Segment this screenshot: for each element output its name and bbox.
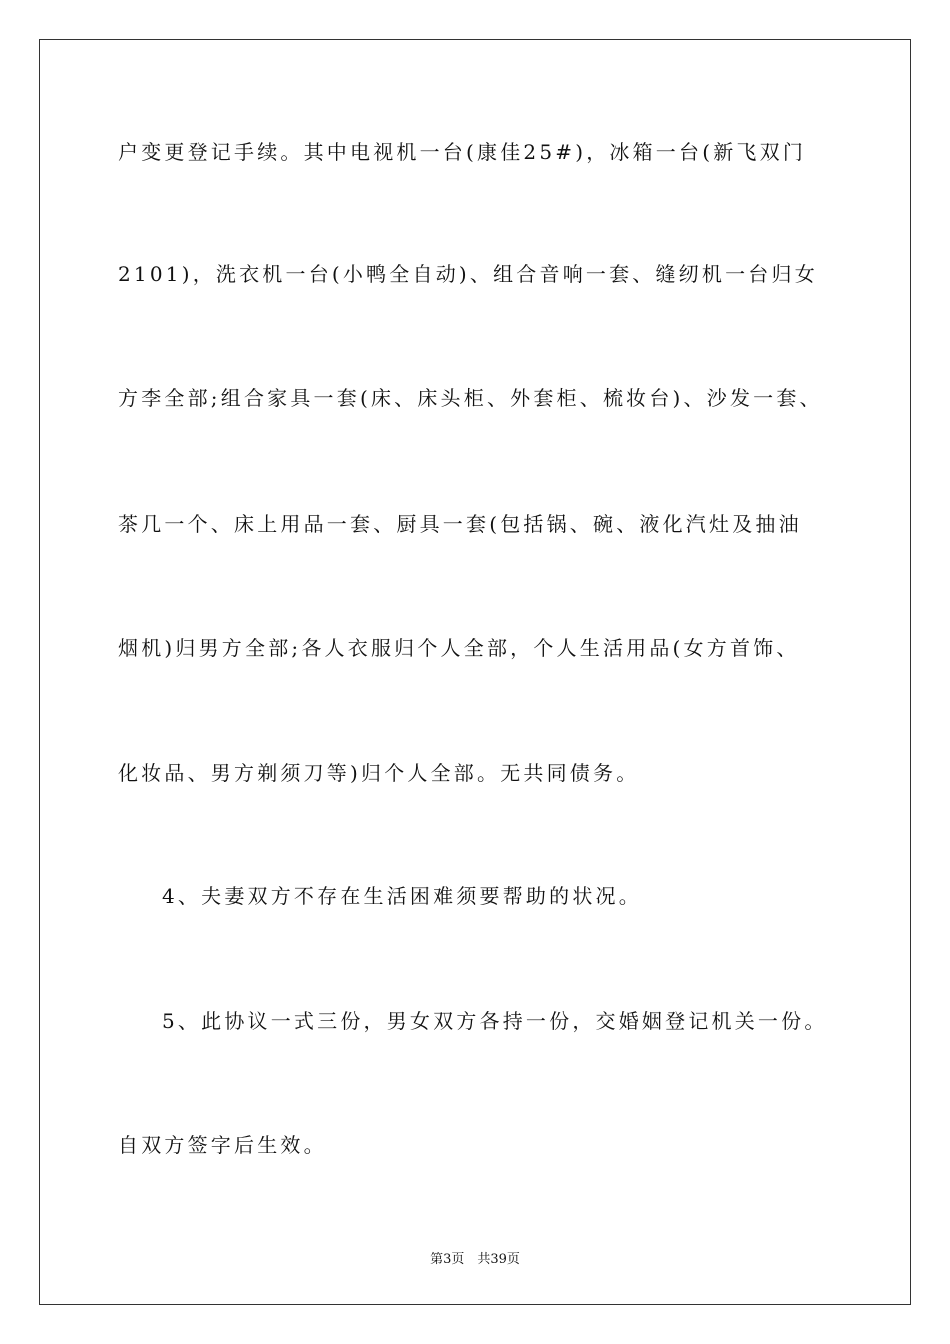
page-border [39, 39, 911, 1305]
text-line-6: 化妆品、男方剃须刀等)归个人全部。无共同债务。 [118, 761, 640, 785]
text-line-3: 方李全部;组合家具一套(床、床头柜、外套柜、梳妆台)、沙发一套、 [118, 386, 823, 410]
text-line-2: 2101)，洗衣机一台(小鸭全自动)、组合音响一套、缝纫机一台归女 [118, 262, 818, 286]
text-line-9: 自双方签字后生效。 [118, 1133, 327, 1157]
text-line-5: 烟机)归男方全部;各人衣服归个人全部，个人生活用品(女方首饰、 [118, 636, 800, 660]
text-line-1: 户变更登记手续。其中电视机一台(康佳25#)，冰箱一台(新飞双门 [118, 140, 807, 164]
page-number: 第3页 共39页 [430, 1252, 520, 1267]
text-line-4: 茶几一个、床上用品一套、厨具一套(包括锅、碗、液化汽灶及抽油 [118, 512, 802, 536]
item-5-line: 5、此协议一式三份，男女双方各持一份，交婚姻登记机关一份。 [162, 1009, 828, 1033]
item-4-line: 4、夫妻双方不存在生活困难须要帮助的状况。 [162, 884, 642, 908]
